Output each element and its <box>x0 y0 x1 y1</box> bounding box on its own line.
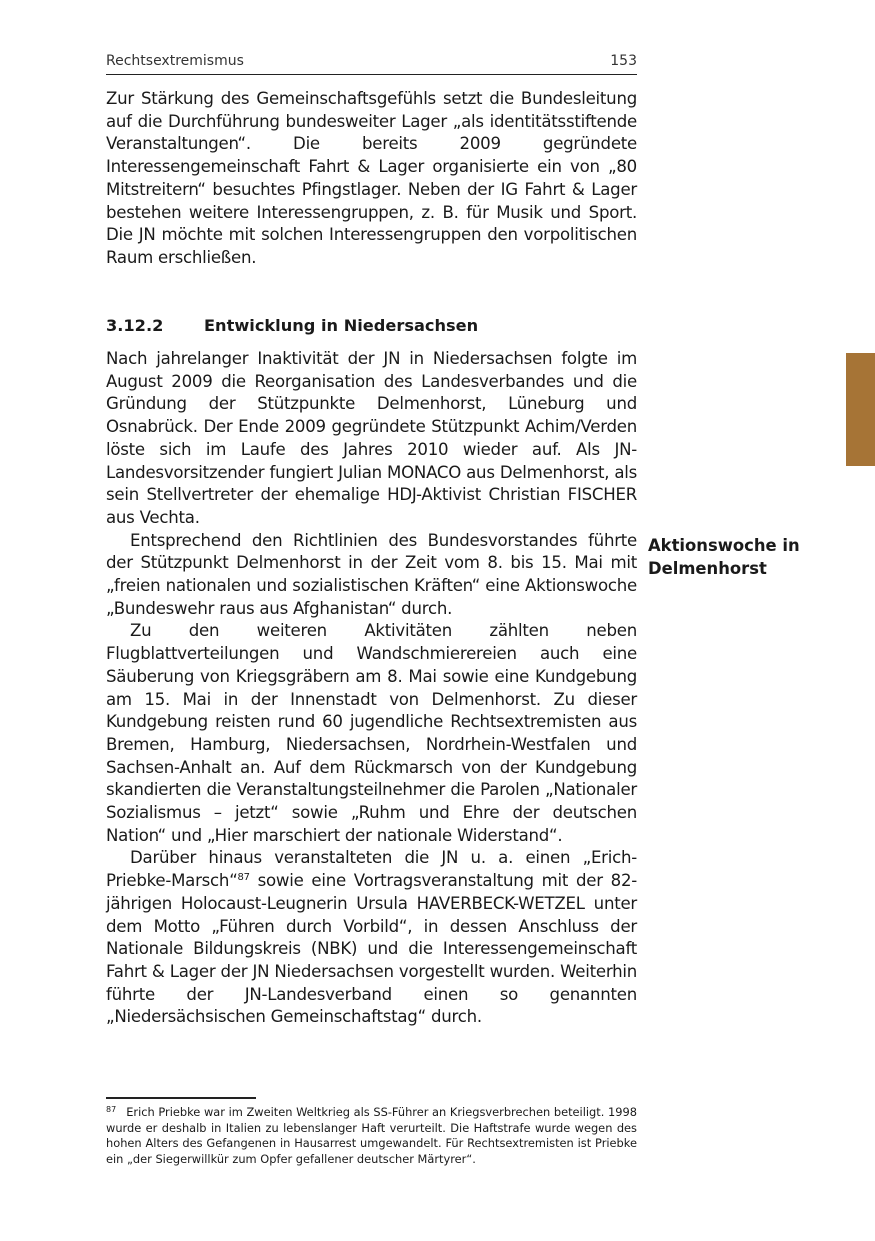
footnote-reference[interactable]: 87 <box>237 872 250 884</box>
footnote <box>106 1102 637 1167</box>
margin-note-line: Aktionswoche in <box>648 536 800 555</box>
margin-note <box>648 535 838 580</box>
section-number: 3.12.2 <box>106 316 164 335</box>
section-heading <box>106 316 637 335</box>
footnote-divider <box>106 1097 256 1099</box>
paragraph: Zu den weiteren Aktivitäten zählten neben Flugblattverteilungen und Wandschmierereien auch eine Säuberung von Kriegsgräbern am 8. Mai sowie eine Kundgebung am 15. Mai in der Innenstadt von Delmenhorst. Zu dieser Kundgebung reisten rund 60 jugendliche Rechtsextremisten aus Bremen, Hamburg, Niedersachsen, Nordrhein-Westfalen und Sachsen-Anhalt an. Auf dem Rückmarsch von der Kundgebung skandierten die Veranstaltungsteilnehmer die Parolen „Nationaler Sozialismus – jetzt“ sowie „Ruhm und Ehre der deutschen Nation“ und „Hier marschiert der nationale Widerstand“. <box>106 621 637 845</box>
footnote-mark: 87 <box>106 1105 117 1114</box>
paragraph: Zur Stärkung des Gemeinschaftsgefühls setzt die Bundesleitung auf die Durchführung bundesweiter Lager „als identitätsstiftende Veranstaltungen“. Die bereits 2009 gegründete Interessengemeinschaft Fahrt & Lager organisierte ein von „80 Mitstreitern“ besuchtes Pfingstlager. Neben der IG Fahrt & Lager bestehen weitere Interessengruppen, z. B. für Musik und Sport. Die JN möchte mit solchen Interessengruppen den vorpolitischen Raum erschließen. <box>106 89 637 267</box>
section-body <box>106 348 637 1029</box>
paragraph-text: sowie eine Vortragsveranstaltung mit der 82-jährigen Holocaust-Leugnerin Ursula HAVERBECK-WETZEL unter dem Motto „Führen durch Vorbild“, in dessen Anschluss der Nationale Bildungskreis (NBK) und die Interessengemeinschaft Fahrt & Lager der JN Niedersachsen vorgestellt wurden. Weiterhin führte der JN-Landesverband einen so genannten „Niedersächsischen Gemeinschaftstag“ durch. <box>106 871 637 1027</box>
paragraph <box>106 847 637 1029</box>
chapter-thumb-tab <box>846 353 875 466</box>
paragraph: Entsprechend den Richtlinien des Bundesvorstandes führte der Stützpunkt Delmenhorst in der Zeit vom 8. bis 15. Mai mit „freien nationalen und sozialistischen Kräften“ eine Aktionswoche „Bundeswehr raus aus Afghanistan“ durch. <box>106 530 637 618</box>
intro-paragraph <box>106 88 637 270</box>
page-number: 153 <box>610 53 637 69</box>
paragraph: Nach jahrelanger Inaktivität der JN in Niedersachsen folgte im August 2009 die Reorganisation des Landesverbandes und die Gründung der Stützpunkte Delmenhorst, Lüneburg und Osnabrück. Der Ende 2009 gegründete Stützpunkt Achim/Verden löste sich im Laufe des Jahres 2010 wieder auf. Als JN-Landesvorsitzender fungiert Julian MONACO aus Delmenhorst, als sein Stellvertreter der ehemalige HDJ-Aktivist Christian FISCHER aus Vechta. <box>106 349 637 527</box>
footnote-text: Erich Priebke war im Zweiten Weltkrieg als SS-Führer an Kriegsverbrechen beteiligt. 1998 wurde er deshalb in Italien zu lebenslanger Haft verurteilt. Die Haftstrafe wurde wegen des hohen Alters des Gefangenen in Hausarrest umgewandelt. Für Rechtsextremisten ist Priebke ein „der Siegerwillkür zum Opfer gefallener deutscher Märtyrer“. <box>106 1105 637 1166</box>
section-title: Entwicklung in Niedersachsen <box>204 316 479 335</box>
running-header <box>106 50 637 75</box>
margin-note-line: Delmenhorst <box>648 558 767 578</box>
running-title: Rechtsextremismus <box>106 53 244 69</box>
paragraph-text: Darüber hinaus veranstalteten die JN u. a. einen „Erich-Priebke-Marsch“ <box>106 848 637 891</box>
